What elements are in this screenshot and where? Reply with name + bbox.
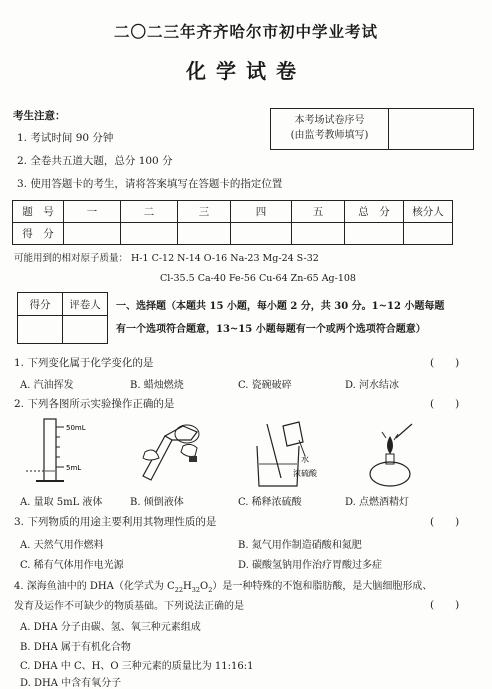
q3-option-c: C. 稀有气体用作电光源	[20, 560, 124, 571]
q3-option-d: D. 碳酸氢钠用作治疗胃酸过多症	[238, 560, 383, 571]
q4-option-c: C. DHA 中 C、H、O 三种元素的质量比为 11:16:1	[20, 661, 254, 672]
grader-box	[17, 292, 108, 344]
q4-option-d: D. DHA 中含有氧分子	[20, 678, 122, 689]
score-header-cell: 三	[178, 201, 231, 223]
question-2-stem: 2. 下列各图所示实验操作正确的是	[14, 398, 175, 410]
q3-option-b: B. 氮气用作制造硝酸和氮肥	[238, 540, 362, 551]
score-cell	[404, 223, 453, 245]
seat-label-line2: (由监考教师填写)	[290, 130, 369, 141]
question-3-answer-paren: ( )	[430, 516, 460, 528]
q2-option-b: B. 倾倒液体	[130, 497, 184, 508]
conc-acid-label: 浓硫酸	[293, 469, 317, 478]
q1-option-a: A. 汽油挥发	[20, 380, 74, 391]
q2-option-a: A. 量取 5mL 液体	[20, 497, 103, 508]
score-header-cell: 总 分	[345, 201, 404, 223]
seat-number-box	[270, 108, 474, 150]
grader-name-cell	[63, 316, 108, 344]
notice-item-2: 2. 全卷共五道大题，总分 100 分	[17, 155, 173, 167]
score-table	[12, 200, 453, 245]
seat-label-line1: 本考场试卷序号	[294, 115, 365, 126]
score-table-score-row	[13, 223, 453, 245]
q2-option-c: C. 稀释浓硫酸	[238, 497, 302, 508]
q2-option-d: D. 点燃酒精灯	[345, 497, 410, 508]
paper-subtitle: 化学试卷	[186, 59, 306, 83]
score-cell	[231, 223, 292, 245]
q3-option-a: A. 天然气用作燃料	[20, 540, 104, 551]
notice-item-3: 3. 使用答题卡的考生，请将答案填写在答题卡的指定位置	[17, 178, 283, 190]
score-header-cell: 二	[121, 201, 178, 223]
atomic-masses-line2: Cl-35.5 Ca-40 Fe-56 Cu-64 Zn-65 Ag-108	[160, 273, 356, 284]
q1-option-d: D. 河水结冰	[345, 380, 400, 391]
score-row-label: 得 分	[13, 223, 64, 245]
score-header-cell: 题 号	[13, 201, 64, 223]
q1-option-c: C. 瓷碗破碎	[238, 380, 292, 391]
water-label: 水	[301, 455, 309, 464]
pouring-liquid-figure	[125, 418, 215, 490]
section1-heading-line2: 有一个选项符合题意，13~15 小题每题有一个或两个选项符合题意）	[116, 324, 426, 335]
score-header-cell: 一	[64, 201, 121, 223]
score-cell	[64, 223, 121, 245]
exam-title: 二〇二三年齐齐哈尔市初中学业考试	[113, 22, 378, 41]
cylinder-5ml-label: 5mL	[66, 464, 82, 472]
question-4-stem-line2: 发育及运作不可缺少的物质基础。下列说法正确的是	[14, 601, 244, 612]
score-cell	[292, 223, 345, 245]
score-cell	[121, 223, 178, 245]
score-cell	[345, 223, 404, 245]
question-3-stem: 3. 下列物质的用途主要利用其物理性质的是	[14, 516, 217, 528]
grader-score-label: 得分	[18, 293, 63, 316]
grader-score-cell	[18, 316, 63, 344]
seat-number-label	[271, 109, 389, 149]
section1-heading-line1: 一、选择题（本题共 15 小题，每小题 2 分，共 30 分。1~12 小题每题	[116, 301, 445, 312]
measuring-cylinder-figure	[22, 415, 112, 490]
question-4-answer-paren: ( )	[430, 599, 460, 611]
q4-option-b: B. DHA 属于有机化合物	[20, 642, 131, 653]
question-2-answer-paren: ( )	[430, 398, 460, 410]
score-header-cell: 四	[231, 201, 292, 223]
cylinder-50ml-label: 50mL	[66, 424, 86, 432]
notice-item-1: 1. 考试时间 90 分钟	[17, 132, 114, 144]
q4-option-a: A. DHA 分子由碳、氢、氧三种元素组成	[20, 622, 201, 633]
notice-heading: 考生注意：	[13, 110, 66, 122]
atomic-masses-line1: 可能用到的相对原子质量： H-1 C-12 N-14 O-16 Na-23 Mg-24 S-32	[14, 253, 319, 264]
score-cell	[178, 223, 231, 245]
score-table-header-row	[13, 201, 453, 223]
grader-name-label: 评卷人	[63, 293, 108, 316]
alcohol-lamp-figure	[360, 418, 430, 490]
q1-option-b: B. 蜡烛燃烧	[130, 380, 184, 391]
score-header-cell: 五	[292, 201, 345, 223]
score-header-cell: 核分人	[404, 201, 453, 223]
diluting-acid-figure	[245, 418, 325, 490]
question-1-stem: 1. 下列变化属于化学变化的是	[14, 357, 154, 369]
question-4-stem-line1: 4. 深海鱼油中的 DHA（化学式为 $C_{22}H_{32}O_2$）是一种特殊的不饱和脂肪酸，是大脑细胞形成、	[14, 581, 433, 594]
question-1-answer-paren: ( )	[430, 357, 460, 369]
